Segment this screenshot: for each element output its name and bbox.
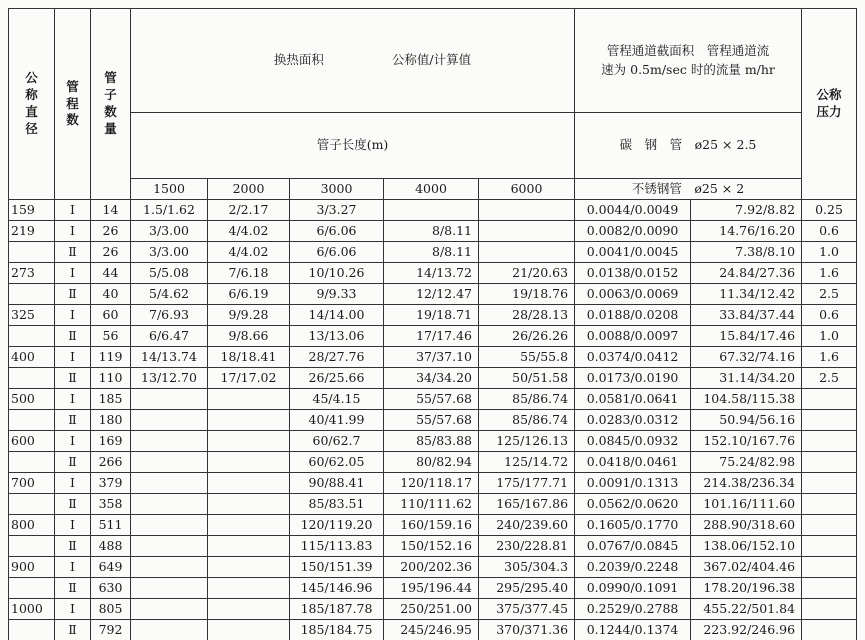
cell-nominal-diameter: 273: [9, 263, 55, 284]
cell-area-2000: 9/9.28: [208, 305, 290, 326]
cell-area-3000: 10/10.26: [290, 263, 384, 284]
cell-flow-section-area: 0.0283/0.0312: [575, 410, 691, 431]
table-row: [9, 515, 857, 536]
cell-nominal-pressure: 1.6: [802, 263, 857, 284]
table-row: [9, 452, 857, 473]
length-6000: 6000: [479, 179, 575, 200]
table-row: [9, 410, 857, 431]
cell-tube-pass: Ⅰ: [55, 431, 91, 452]
table-row: [9, 494, 857, 515]
cell-flow-rate: 101.16/111.60: [691, 494, 802, 515]
table-row: [9, 347, 857, 368]
cell-area-2000: 18/18.41: [208, 347, 290, 368]
cell-area-4000: 160/159.16: [384, 515, 479, 536]
cell-area-3000: 60/62.05: [290, 452, 384, 473]
cell-flow-rate: 7.38/8.10: [691, 242, 802, 263]
cell-area-1500: 6/6.47: [131, 326, 208, 347]
cell-area-1500: [131, 620, 208, 640]
cell-nominal-diameter: 400: [9, 347, 55, 368]
cell-area-1500: [131, 431, 208, 452]
cell-area-3000: 145/146.96: [290, 578, 384, 599]
cell-nominal-diameter: 325: [9, 305, 55, 326]
cell-nominal-pressure: [802, 578, 857, 599]
cell-area-3000: 150/151.39: [290, 557, 384, 578]
cell-flow-rate: 152.10/167.76: [691, 431, 802, 452]
cell-area-4000: 12/12.47: [384, 284, 479, 305]
length-2000: 2000: [208, 179, 290, 200]
cell-area-6000: 370/371.36: [479, 620, 575, 640]
cell-tube-pass: Ⅰ: [55, 389, 91, 410]
cell-area-3000: 28/27.76: [290, 347, 384, 368]
cell-nominal-diameter: 900: [9, 557, 55, 578]
table-row: [9, 599, 857, 620]
cell-nominal-pressure: [802, 536, 857, 557]
cell-tube-pass: Ⅰ: [55, 263, 91, 284]
cell-area-3000: 185/187.78: [290, 599, 384, 620]
cell-tube-pass: Ⅱ: [55, 242, 91, 263]
cell-tube-count: 56: [91, 326, 131, 347]
cell-flow-section-area: 0.1605/0.1770: [575, 515, 691, 536]
header-nominal-diameter: 公称直径: [9, 9, 55, 200]
cell-area-6000: 305/304.3: [479, 557, 575, 578]
cell-area-6000: 175/177.71: [479, 473, 575, 494]
cell-area-3000: 60/62.7: [290, 431, 384, 452]
header-carbon-steel: 碳 钢 管 ø25 × 2.5: [575, 113, 802, 179]
cell-tube-count: 110: [91, 368, 131, 389]
cell-area-1500: 5/5.08: [131, 263, 208, 284]
cell-area-6000: [479, 221, 575, 242]
cell-area-2000: [208, 452, 290, 473]
cell-tube-pass: Ⅱ: [55, 452, 91, 473]
cell-nominal-diameter: 800: [9, 515, 55, 536]
cell-area-1500: [131, 494, 208, 515]
cell-area-2000: [208, 515, 290, 536]
cell-nominal-pressure: 0.25: [802, 200, 857, 221]
header-row-1: [9, 9, 857, 113]
cell-area-6000: 28/28.13: [479, 305, 575, 326]
table-body: [9, 9, 857, 640]
cell-area-6000: 125/14.72: [479, 452, 575, 473]
cell-area-2000: 17/17.02: [208, 368, 290, 389]
header-tube-length: 管子长度(m): [131, 113, 575, 179]
cell-nominal-diameter: 600: [9, 431, 55, 452]
cell-nominal-diameter: 159: [9, 200, 55, 221]
cell-flow-section-area: 0.0581/0.0641: [575, 389, 691, 410]
cell-tube-count: 40: [91, 284, 131, 305]
cell-tube-pass: Ⅱ: [55, 578, 91, 599]
cell-area-6000: 240/239.60: [479, 515, 575, 536]
cell-area-2000: 9/8.66: [208, 326, 290, 347]
cell-area-2000: 4/4.02: [208, 242, 290, 263]
cell-area-3000: 6/6.06: [290, 242, 384, 263]
cell-area-6000: [479, 242, 575, 263]
cell-area-6000: 295/295.40: [479, 578, 575, 599]
header-stainless: 不锈钢管 ø25 × 2: [575, 179, 802, 200]
header-nominal-pressure: 公称压力: [802, 9, 857, 200]
cell-flow-rate: 223.92/246.96: [691, 620, 802, 640]
header-heat-area: [131, 9, 575, 113]
cell-flow-rate: 455.22/501.84: [691, 599, 802, 620]
table-row: [9, 326, 857, 347]
cell-nominal-pressure: 0.6: [802, 305, 857, 326]
cell-flow-rate: 15.84/17.46: [691, 326, 802, 347]
cell-area-4000: [384, 200, 479, 221]
cell-area-3000: 3/3.27: [290, 200, 384, 221]
cell-tube-count: 14: [91, 200, 131, 221]
header-tube-count: 管子数量: [91, 9, 131, 200]
flow-header-line1: 管程通道截面积 管程通道流: [606, 42, 770, 58]
cell-area-1500: [131, 515, 208, 536]
cell-tube-count: 44: [91, 263, 131, 284]
cell-tube-pass: Ⅰ: [55, 515, 91, 536]
cell-nominal-pressure: 2.5: [802, 284, 857, 305]
cell-area-4000: 8/8.11: [384, 221, 479, 242]
cell-area-2000: [208, 389, 290, 410]
cell-nominal-pressure: [802, 599, 857, 620]
cell-nominal-diameter: [9, 326, 55, 347]
cell-flow-section-area: 0.0088/0.0097: [575, 326, 691, 347]
table-row: [9, 242, 857, 263]
cell-area-3000: 14/14.00: [290, 305, 384, 326]
table-row: [9, 557, 857, 578]
cell-area-6000: [479, 200, 575, 221]
header-tube-passes: 管程数: [55, 9, 91, 200]
cell-flow-rate: 11.34/12.42: [691, 284, 802, 305]
cell-flow-section-area: 0.0138/0.0152: [575, 263, 691, 284]
cell-area-4000: 120/118.17: [384, 473, 479, 494]
cell-area-3000: 6/6.06: [290, 221, 384, 242]
table-row: [9, 200, 857, 221]
cell-flow-rate: 104.58/115.38: [691, 389, 802, 410]
cell-area-2000: [208, 494, 290, 515]
cell-tube-count: 119: [91, 347, 131, 368]
cell-tube-pass: Ⅱ: [55, 494, 91, 515]
cell-nominal-diameter: [9, 368, 55, 389]
header-row-2: [9, 113, 857, 179]
cell-area-4000: 55/57.68: [384, 410, 479, 431]
cell-area-2000: [208, 410, 290, 431]
cell-nominal-pressure: 1.0: [802, 326, 857, 347]
cell-nominal-pressure: [802, 452, 857, 473]
cell-nominal-pressure: [802, 431, 857, 452]
cell-area-4000: 55/57.68: [384, 389, 479, 410]
cell-area-4000: 19/18.71: [384, 305, 479, 326]
cell-nominal-pressure: 2.5: [802, 368, 857, 389]
cell-flow-section-area: 0.0418/0.0461: [575, 452, 691, 473]
cell-nominal-diameter: 219: [9, 221, 55, 242]
cell-tube-count: 358: [91, 494, 131, 515]
cell-area-1500: [131, 557, 208, 578]
cell-flow-section-area: 0.0091/0.1313: [575, 473, 691, 494]
cell-flow-section-area: 0.0562/0.0620: [575, 494, 691, 515]
cell-nominal-diameter: [9, 452, 55, 473]
cell-flow-rate: 33.84/37.44: [691, 305, 802, 326]
flow-header-line2: 速为 0.5m/sec 时的流量 m/hr: [601, 61, 775, 77]
cell-tube-pass: Ⅰ: [55, 200, 91, 221]
cell-area-6000: 85/86.74: [479, 389, 575, 410]
cell-area-2000: [208, 620, 290, 640]
cell-area-1500: [131, 452, 208, 473]
cell-area-3000: 90/88.41: [290, 473, 384, 494]
cell-tube-pass: Ⅱ: [55, 326, 91, 347]
cell-tube-pass: Ⅱ: [55, 410, 91, 431]
cell-area-1500: 13/12.70: [131, 368, 208, 389]
cell-area-1500: 7/6.93: [131, 305, 208, 326]
cell-area-6000: 55/55.8: [479, 347, 575, 368]
cell-tube-count: 488: [91, 536, 131, 557]
length-3000: 3000: [290, 179, 384, 200]
cell-area-2000: [208, 557, 290, 578]
cell-nominal-diameter: 500: [9, 389, 55, 410]
table-row: [9, 620, 857, 640]
cell-flow-section-area: 0.0374/0.0412: [575, 347, 691, 368]
cell-flow-section-area: 0.0041/0.0045: [575, 242, 691, 263]
cell-flow-section-area: 0.2039/0.2248: [575, 557, 691, 578]
cell-flow-rate: 288.90/318.60: [691, 515, 802, 536]
cell-nominal-pressure: 1.6: [802, 347, 857, 368]
table-row: [9, 536, 857, 557]
cell-area-2000: [208, 578, 290, 599]
cell-area-3000: 115/113.83: [290, 536, 384, 557]
cell-area-1500: 5/4.62: [131, 284, 208, 305]
cell-area-1500: 3/3.00: [131, 242, 208, 263]
cell-area-3000: 185/184.75: [290, 620, 384, 640]
cell-nominal-diameter: [9, 536, 55, 557]
cell-nominal-pressure: [802, 389, 857, 410]
cell-tube-count: 630: [91, 578, 131, 599]
cell-area-3000: 120/119.20: [290, 515, 384, 536]
cell-area-2000: 4/4.02: [208, 221, 290, 242]
cell-area-4000: 200/202.36: [384, 557, 479, 578]
cell-tube-count: 649: [91, 557, 131, 578]
cell-area-6000: 26/26.26: [479, 326, 575, 347]
cell-nominal-diameter: [9, 620, 55, 640]
cell-flow-rate: 50.94/56.16: [691, 410, 802, 431]
cell-area-6000: 21/20.63: [479, 263, 575, 284]
cell-tube-count: 60: [91, 305, 131, 326]
cell-tube-count: 511: [91, 515, 131, 536]
cell-area-1500: 3/3.00: [131, 221, 208, 242]
cell-area-1500: 1.5/1.62: [131, 200, 208, 221]
cell-area-4000: 85/83.88: [384, 431, 479, 452]
cell-area-3000: 40/41.99: [290, 410, 384, 431]
cell-nominal-pressure: [802, 410, 857, 431]
cell-area-2000: [208, 473, 290, 494]
table-row: [9, 389, 857, 410]
header-row-3: [9, 179, 857, 200]
cell-nominal-diameter: [9, 410, 55, 431]
cell-nominal-diameter: 700: [9, 473, 55, 494]
cell-flow-rate: 7.92/8.82: [691, 200, 802, 221]
cell-flow-section-area: 0.0063/0.0069: [575, 284, 691, 305]
heat-exchanger-spec-table: [8, 8, 857, 640]
cell-flow-rate: 214.38/236.34: [691, 473, 802, 494]
cell-area-6000: 125/126.13: [479, 431, 575, 452]
cell-nominal-diameter: [9, 494, 55, 515]
cell-area-4000: 250/251.00: [384, 599, 479, 620]
cell-nominal-pressure: 0.6: [802, 221, 857, 242]
heat-area-values-label: 公称值/计算值: [391, 52, 472, 68]
cell-area-3000: 45/4.15: [290, 389, 384, 410]
cell-tube-count: 379: [91, 473, 131, 494]
cell-area-3000: 9/9.33: [290, 284, 384, 305]
cell-nominal-diameter: [9, 284, 55, 305]
cell-area-4000: 17/17.46: [384, 326, 479, 347]
cell-flow-section-area: 0.0845/0.0932: [575, 431, 691, 452]
cell-tube-pass: Ⅰ: [55, 305, 91, 326]
cell-flow-rate: 178.20/196.38: [691, 578, 802, 599]
cell-flow-rate: 367.02/404.46: [691, 557, 802, 578]
cell-flow-section-area: 0.0188/0.0208: [575, 305, 691, 326]
cell-area-4000: 8/8.11: [384, 242, 479, 263]
table-row: [9, 284, 857, 305]
cell-flow-rate: 31.14/34.20: [691, 368, 802, 389]
cell-nominal-pressure: [802, 494, 857, 515]
cell-tube-pass: Ⅰ: [55, 347, 91, 368]
cell-flow-rate: 75.24/82.98: [691, 452, 802, 473]
cell-area-6000: 165/167.86: [479, 494, 575, 515]
cell-area-2000: [208, 536, 290, 557]
cell-flow-section-area: 0.1244/0.1374: [575, 620, 691, 640]
cell-area-3000: 26/25.66: [290, 368, 384, 389]
cell-flow-section-area: 0.0990/0.1091: [575, 578, 691, 599]
cell-area-3000: 85/83.51: [290, 494, 384, 515]
table-row: [9, 431, 857, 452]
cell-area-6000: 375/377.45: [479, 599, 575, 620]
cell-tube-pass: Ⅱ: [55, 536, 91, 557]
cell-tube-count: 180: [91, 410, 131, 431]
cell-tube-pass: Ⅰ: [55, 557, 91, 578]
cell-tube-count: 26: [91, 242, 131, 263]
cell-nominal-pressure: [802, 473, 857, 494]
cell-tube-count: 169: [91, 431, 131, 452]
cell-area-6000: 85/86.74: [479, 410, 575, 431]
cell-area-2000: [208, 431, 290, 452]
cell-flow-section-area: 0.0082/0.0090: [575, 221, 691, 242]
cell-tube-pass: Ⅰ: [55, 473, 91, 494]
cell-area-2000: 6/6.19: [208, 284, 290, 305]
cell-area-4000: 37/37.10: [384, 347, 479, 368]
cell-area-4000: 150/152.16: [384, 536, 479, 557]
cell-flow-section-area: 0.0767/0.0845: [575, 536, 691, 557]
table-row: [9, 578, 857, 599]
cell-area-2000: 7/6.18: [208, 263, 290, 284]
cell-tube-pass: Ⅱ: [55, 284, 91, 305]
cell-tube-count: 26: [91, 221, 131, 242]
length-4000: 4000: [384, 179, 479, 200]
cell-tube-count: 266: [91, 452, 131, 473]
cell-area-3000: 13/13.06: [290, 326, 384, 347]
cell-area-4000: 245/246.95: [384, 620, 479, 640]
table-row: [9, 473, 857, 494]
cell-flow-rate: 67.32/74.16: [691, 347, 802, 368]
cell-tube-pass: Ⅱ: [55, 368, 91, 389]
cell-tube-count: 792: [91, 620, 131, 640]
cell-tube-count: 185: [91, 389, 131, 410]
cell-area-4000: 80/82.94: [384, 452, 479, 473]
cell-area-2000: [208, 599, 290, 620]
cell-nominal-pressure: [802, 515, 857, 536]
cell-tube-count: 805: [91, 599, 131, 620]
cell-area-4000: 195/196.44: [384, 578, 479, 599]
cell-flow-rate: 138.06/152.10: [691, 536, 802, 557]
cell-area-1500: [131, 536, 208, 557]
cell-tube-pass: Ⅰ: [55, 221, 91, 242]
cell-area-1500: [131, 599, 208, 620]
cell-flow-rate: 24.84/27.36: [691, 263, 802, 284]
cell-tube-pass: Ⅰ: [55, 599, 91, 620]
heat-area-title: 换热面积: [273, 52, 324, 68]
cell-flow-section-area: 0.0044/0.0049: [575, 200, 691, 221]
cell-flow-section-area: 0.0173/0.0190: [575, 368, 691, 389]
cell-nominal-pressure: [802, 620, 857, 640]
length-1500: 1500: [131, 179, 208, 200]
cell-nominal-pressure: 1.0: [802, 242, 857, 263]
cell-nominal-diameter: [9, 578, 55, 599]
cell-area-1500: [131, 410, 208, 431]
cell-flow-rate: 14.76/16.20: [691, 221, 802, 242]
cell-tube-pass: Ⅱ: [55, 620, 91, 640]
table-row: [9, 263, 857, 284]
cell-area-1500: 14/13.74: [131, 347, 208, 368]
cell-area-4000: 34/34.20: [384, 368, 479, 389]
cell-area-6000: 230/228.81: [479, 536, 575, 557]
header-flow: [575, 9, 802, 113]
table-row: [9, 221, 857, 242]
cell-nominal-pressure: [802, 557, 857, 578]
cell-area-4000: 110/111.62: [384, 494, 479, 515]
cell-flow-section-area: 0.2529/0.2788: [575, 599, 691, 620]
cell-area-4000: 14/13.72: [384, 263, 479, 284]
cell-area-1500: [131, 578, 208, 599]
cell-area-2000: 2/2.17: [208, 200, 290, 221]
cell-area-1500: [131, 473, 208, 494]
cell-nominal-diameter: 1000: [9, 599, 55, 620]
cell-area-6000: 19/18.76: [479, 284, 575, 305]
cell-area-1500: [131, 389, 208, 410]
cell-area-6000: 50/51.58: [479, 368, 575, 389]
table-row: [9, 368, 857, 389]
table-row: [9, 305, 857, 326]
cell-nominal-diameter: [9, 242, 55, 263]
